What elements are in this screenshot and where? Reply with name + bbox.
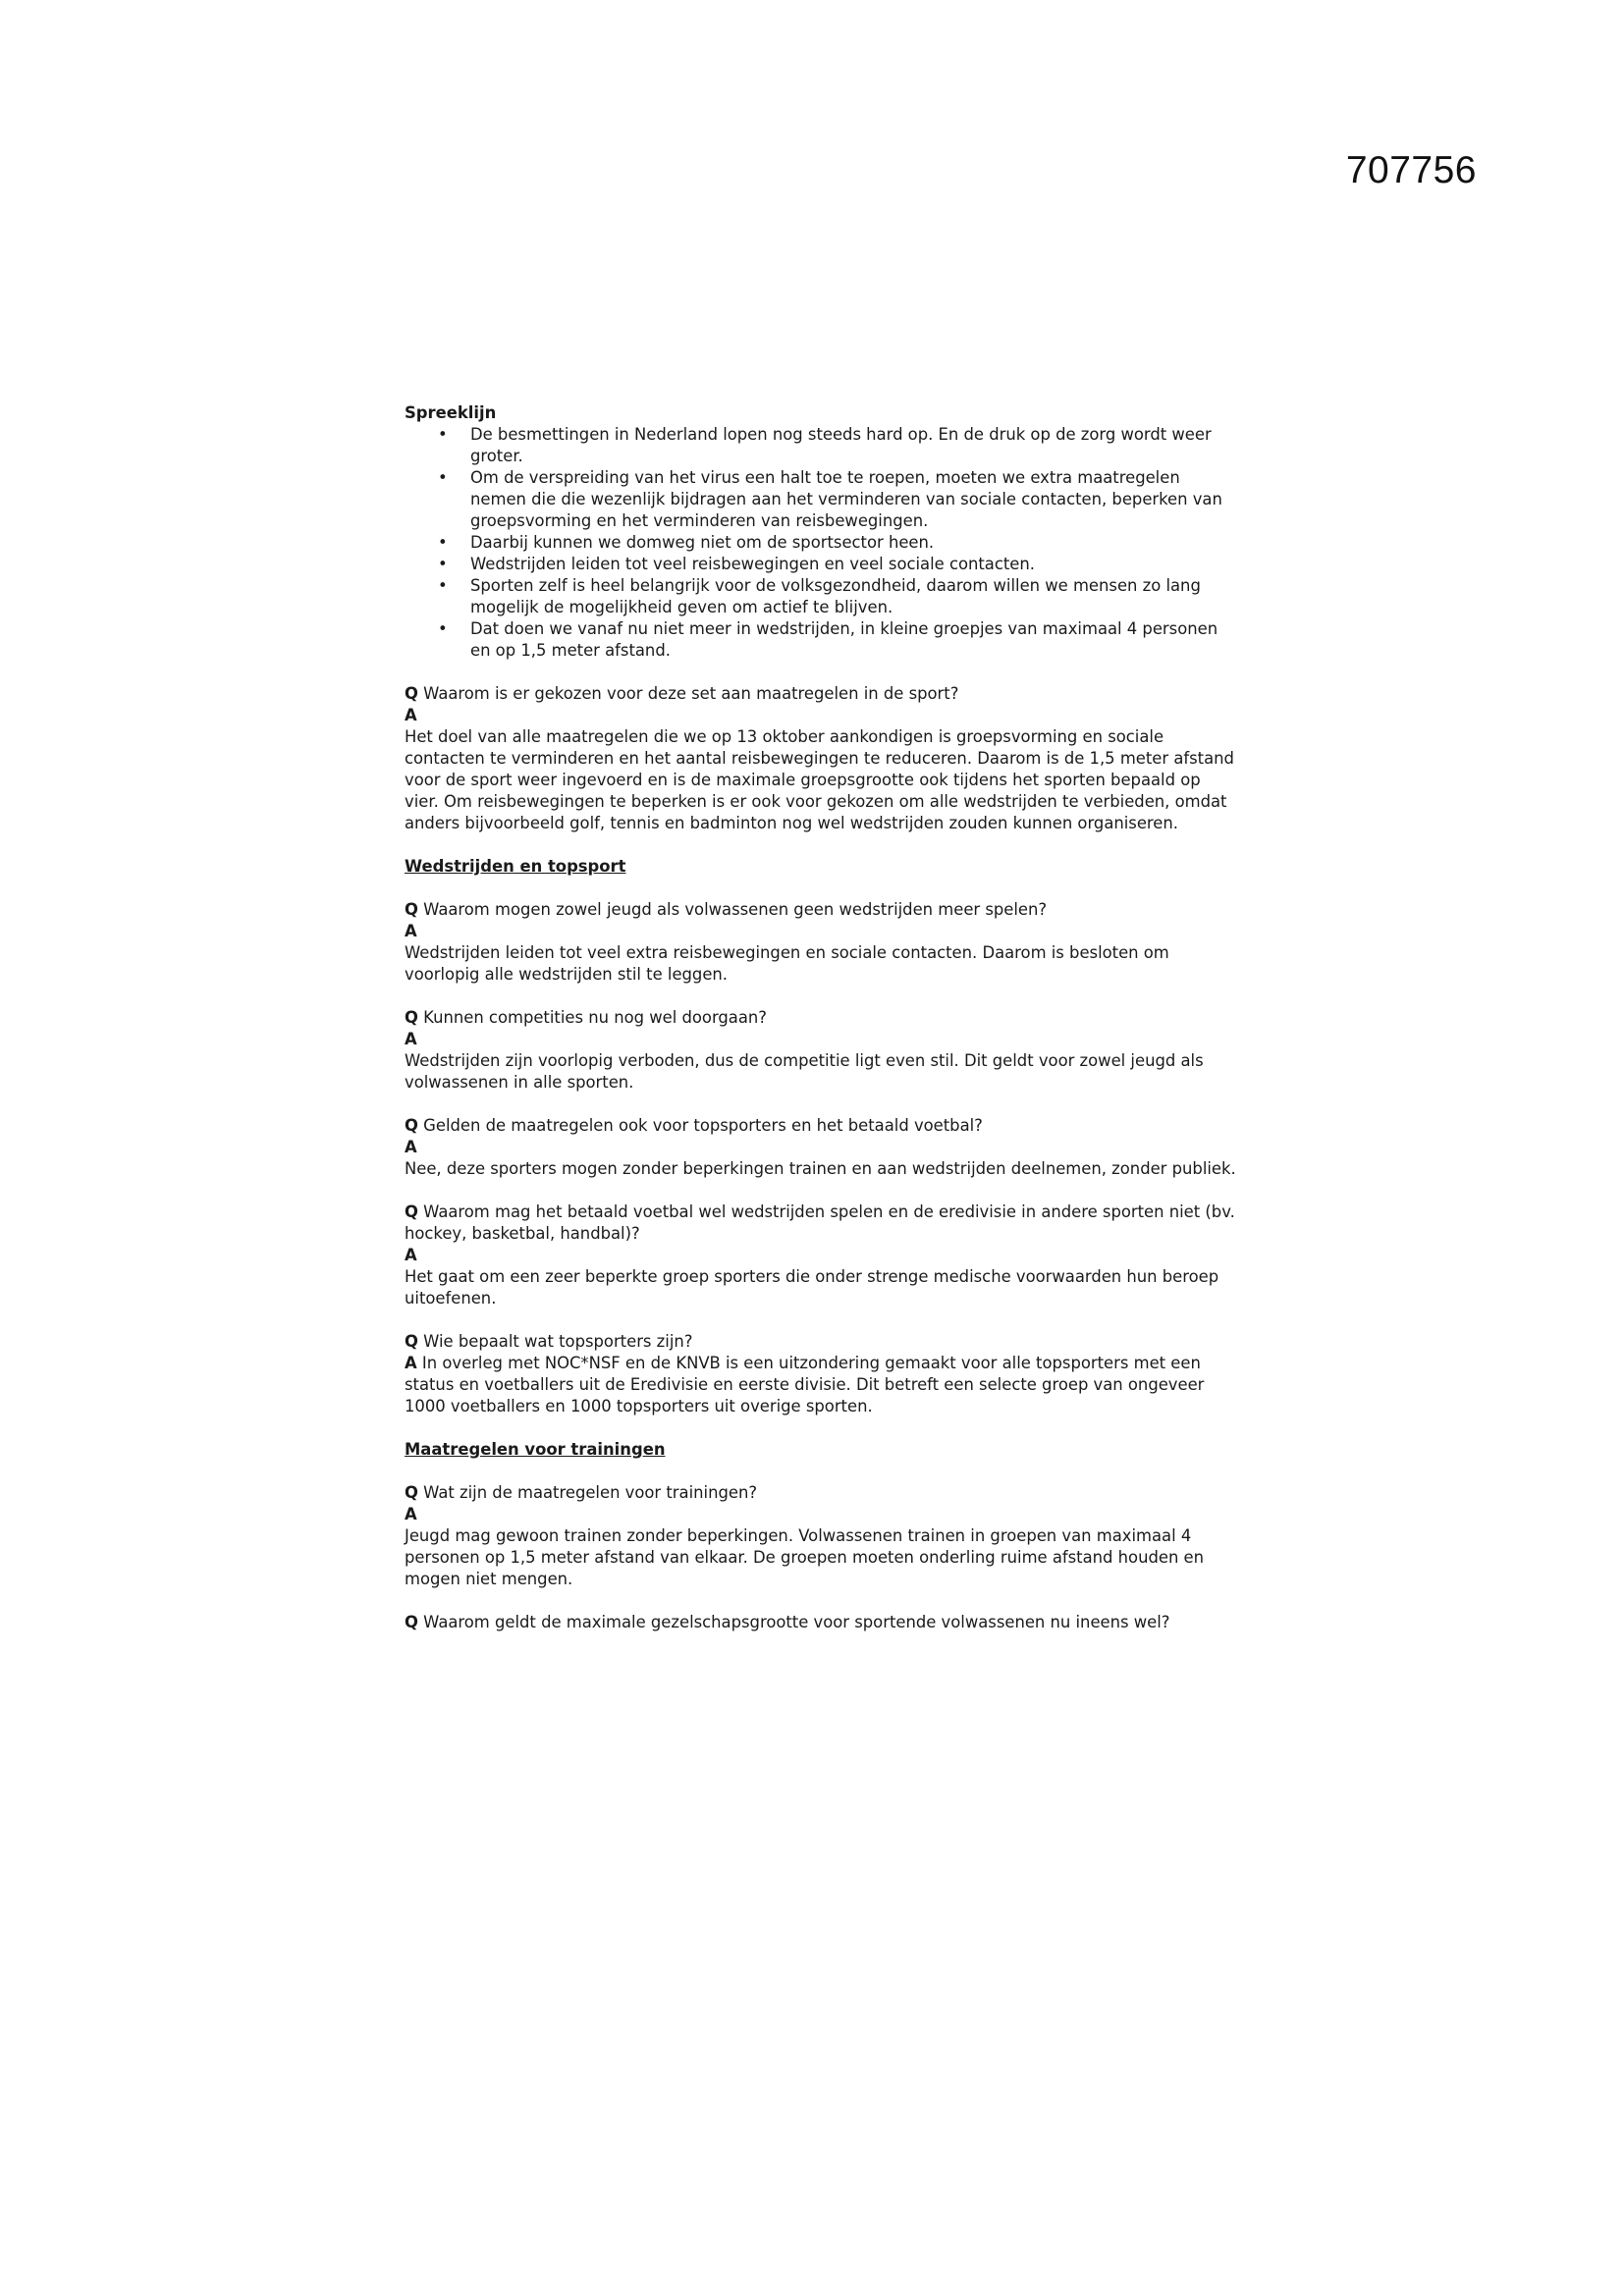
qa-block xyxy=(405,1612,1239,1633)
question-text: Wat zijn de maatregelen voor trainingen? xyxy=(423,1483,758,1502)
spreeklijn-item: • De besmettingen in Nederland lopen nog steeds hard op. En de druk op de zorg wordt weer groter. xyxy=(470,424,1239,467)
answer-text: Wedstrijden leiden tot veel extra reisbewegingen en sociale contacten. Daarom is besloten om voorlopig alle wedstrijden stil te leggen. xyxy=(405,943,1169,984)
answer-inline xyxy=(405,1353,1239,1417)
question xyxy=(405,1612,1239,1633)
question-text: Waarom is er gekozen voor deze set aan maatregelen in de sport? xyxy=(423,684,959,703)
spreeklijn-item: • Dat doen we vanaf nu niet meer in wedstrijden, in kleine groepjes van maximaal 4 personen en op 1,5 meter afstand. xyxy=(470,618,1239,662)
question-text: Waarom mag het betaald voetbal wel wedstrijden spelen en de eredivisie in andere sporten niet (bv. hockey, basketbal, handbal)? xyxy=(405,1202,1235,1243)
answer-text: In overleg met NOC*NSF en de KNVB is een uitzondering gemaakt voor alle topsporters met een status en voetballers uit de Eredivisie en eerste divisie. Dit betreft een selecte groep van ongeveer 1000 voetballers en 1000 topsporters uit overige sporten. xyxy=(405,1354,1205,1415)
spreeklijn-title: Spreeklijn xyxy=(405,403,497,422)
question-marker: Q xyxy=(405,1202,418,1221)
question-marker: Q xyxy=(405,684,418,703)
question-marker: Q xyxy=(405,1613,418,1631)
question-text: Waarom geldt de maximale gezelschapsgrootte voor sportende volwassenen nu ineens wel? xyxy=(423,1613,1170,1631)
answer-text: Het gaat om een zeer beperkte groep sporters die onder strenge medische voorwaarden hun beroep uitoefenen. xyxy=(405,1267,1219,1308)
section-heading-trainingen: Maatregelen voor trainingen xyxy=(405,1440,666,1459)
answer-marker: A xyxy=(405,922,417,940)
answer-marker: A xyxy=(405,1246,417,1264)
qa-block xyxy=(405,899,1239,986)
answer-text: Nee, deze sporters mogen zonder beperkingen trainen en aan wedstrijden deelnemen, zonder publiek. xyxy=(405,1159,1236,1178)
question-text: Gelden de maatregelen ook voor topsporters en het betaald voetbal? xyxy=(423,1116,983,1135)
qa-block xyxy=(405,1201,1239,1309)
qa-block xyxy=(405,683,1239,834)
qa-block xyxy=(405,1482,1239,1590)
question xyxy=(405,1482,1239,1504)
question-text: Wie bepaalt wat topsporters zijn? xyxy=(423,1332,693,1351)
document-number: 707756 xyxy=(1345,149,1477,191)
answer-marker: A xyxy=(405,1505,417,1523)
question xyxy=(405,1201,1239,1245)
spreeklijn-list xyxy=(405,424,1239,662)
question-marker: Q xyxy=(405,900,418,919)
question xyxy=(405,1331,1239,1353)
question-marker: Q xyxy=(405,1116,418,1135)
qa-block xyxy=(405,1115,1239,1180)
qa-block xyxy=(405,1331,1239,1417)
answer-text: Jeugd mag gewoon trainen zonder beperkingen. Volwassenen trainen in groepen van maximaal 4 personen op 1,5 meter afstand van elkaar. De groepen moeten onderling ruime afstand houden en mogen niet mengen. xyxy=(405,1526,1205,1588)
spreeklijn-item: • Daarbij kunnen we domweg niet om de sportsector heen. xyxy=(470,532,1239,554)
qa-block xyxy=(405,1007,1239,1094)
answer-marker: A xyxy=(405,1354,417,1372)
answer-marker: A xyxy=(405,1138,417,1156)
spreeklijn-item: • Wedstrijden leiden tot veel reisbewegingen en veel sociale contacten. xyxy=(470,554,1239,575)
answer-marker: A xyxy=(405,1030,417,1048)
spreeklijn-item: • Om de verspreiding van het virus een halt toe te roepen, moeten we extra maatregelen nemen die die wezenlijk bijdragen aan het verminderen van sociale contacten, beperken van groepsvorming en het verminderen van reisbewegingen. xyxy=(470,467,1239,532)
question xyxy=(405,683,1239,705)
question-marker: Q xyxy=(405,1483,418,1502)
question-text: Waarom mogen zowel jeugd als volwassenen geen wedstrijden meer spelen? xyxy=(423,900,1048,919)
question xyxy=(405,1007,1239,1029)
question-marker: Q xyxy=(405,1332,418,1351)
section-heading-wedstrijden: Wedstrijden en topsport xyxy=(405,857,626,876)
spreeklijn-item: • Sporten zelf is heel belangrijk voor de volksgezondheid, daarom willen we mensen zo lang mogelijk de mogelijkheid geven om actief te blijven. xyxy=(470,575,1239,618)
answer-text: Wedstrijden zijn voorlopig verboden, dus de competitie ligt even stil. Dit geldt voor zowel jeugd als volwassenen in alle sporten. xyxy=(405,1051,1204,1092)
answer-text: Het doel van alle maatregelen die we op 13 oktober aankondigen is groepsvorming en sociale contacten te verminderen en het aantal reisbewegingen te reduceren. Daarom is de 1,5 meter afstand voor de sport weer ingevoerd en is de maximale groepsgrootte ook tijdens het sporten bepaald op vier. Om reisbewegingen te beperken is er ook voor gekozen om alle wedstrijden te verbieden, omdat anders bijvoorbeeld golf, tennis en badminton nog wel wedstrijden zouden kunnen organiseren. xyxy=(405,727,1234,832)
question xyxy=(405,1115,1239,1137)
question-text: Kunnen competities nu nog wel doorgaan? xyxy=(423,1008,767,1027)
document-body xyxy=(405,402,1239,1633)
answer-marker: A xyxy=(405,706,417,724)
question xyxy=(405,899,1239,921)
question-marker: Q xyxy=(405,1008,418,1027)
